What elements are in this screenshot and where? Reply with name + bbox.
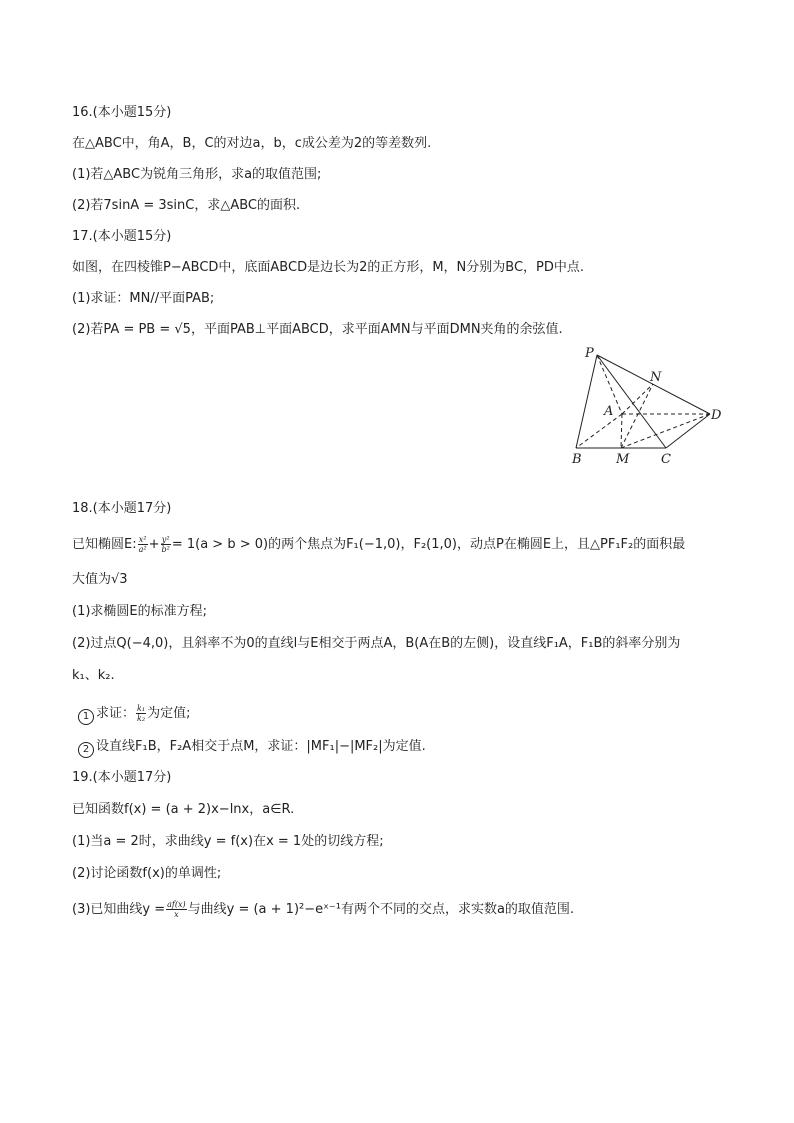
q19-stem: 已知函数f(x) = (a + 2)x−lnx，a∈R.	[72, 802, 295, 817]
q18-subpart1	[78, 704, 190, 725]
q18-subpart2	[78, 738, 426, 758]
circled-number-1: 1	[78, 709, 94, 725]
fraction-denominator: k₂	[137, 714, 146, 723]
q18-part2-continued: k₁、k₂.	[72, 668, 115, 683]
segment-AM	[621, 414, 622, 448]
q18-subpart1-rest: 为定值;	[147, 706, 191, 721]
fraction-numerator: x²	[138, 535, 147, 544]
q18-subpart2-text: 设直线F₁B，F₂A相交于点M，求证：|MF₁|−|MF₂|为定值.	[96, 739, 426, 754]
edge-CD	[666, 414, 710, 448]
q17-header: 17.(本小题15分)	[72, 229, 172, 244]
q18-stem-continued: 大值为√3	[72, 572, 128, 587]
q16-part2: (2)若7sinA = 3sinC，求△ABC的面积.	[72, 198, 301, 213]
q19-part3-lead: (3)已知曲线y =	[72, 902, 166, 917]
q17-part1: (1)求证：MN//平面PAB;	[72, 291, 215, 306]
label-P: P	[585, 346, 594, 361]
label-A: A	[604, 404, 614, 419]
q19-part3-rest: 与曲线y = (a + 1)²−eˣ⁻¹有两个不同的交点，求实数a的取值范围.	[187, 902, 575, 917]
circled-number-2: 2	[78, 742, 94, 758]
fraction-numerator: k₁	[137, 704, 146, 713]
q17-stem: 如图，在四棱锥P−ABCD中，底面ABCD是边长为2的正方形，M，N分别为BC，PD中点.	[72, 260, 585, 275]
fraction-numerator: y²	[161, 535, 170, 544]
fraction-denominator: b²	[161, 545, 170, 554]
fraction-af-x	[166, 900, 186, 919]
q18-stem-rest: = 1(a > b > 0)的两个焦点为F₁(−1,0)，F₂(1,0)，动点P在椭圆E上，且△PF₁F₂的面积最	[171, 537, 686, 552]
fraction-numerator: af(x)	[167, 900, 186, 909]
q19-part3	[72, 900, 574, 919]
q18-stem	[72, 535, 685, 554]
edge-PB	[576, 355, 597, 448]
edge-PC	[597, 355, 666, 448]
label-D: D	[711, 408, 722, 423]
label-B: B	[572, 452, 582, 467]
label-M: M	[616, 452, 630, 467]
q18-header: 18.(本小题17分)	[72, 501, 172, 516]
fraction-y2-b2	[161, 535, 171, 554]
q18-part1: (1)求椭圆E的标准方程;	[72, 604, 208, 619]
q16-part1: (1)若△ABC为锐角三角形，求a的取值范围;	[72, 167, 322, 182]
pyramid-figure	[560, 344, 730, 468]
q18-subpart1-lead: 求证：	[96, 706, 136, 721]
q18-stem-lead: 已知椭圆E:	[72, 537, 137, 552]
fraction-denominator: a²	[138, 545, 147, 554]
fraction-k1-k2	[136, 704, 146, 723]
q19-part1: (1)当a = 2时，求曲线y = f(x)在x = 1处的切线方程;	[72, 834, 384, 849]
q16-header: 16.(本小题15分)	[72, 105, 172, 120]
label-N: N	[650, 370, 662, 385]
plus-sign: +	[148, 537, 160, 552]
fraction-x2-a2	[138, 535, 148, 554]
label-C: C	[661, 452, 671, 467]
q17-part2: (2)若PA = PB = √5，平面PAB⊥平面ABCD，求平面AMN与平面DMN夹角的余弦值.	[72, 322, 563, 337]
q18-part2: (2)过点Q(−4,0)，且斜率不为0的直线l与E相交于两点A，B(A在B的左侧)，设直线F₁A，F₁B的斜率分别为	[72, 636, 681, 651]
segment-MD	[621, 414, 710, 448]
q16-stem: 在△ABC中，角A，B，C的对边a，b，c成公差为2的等差数列.	[72, 136, 432, 151]
fraction-denominator: x	[174, 910, 179, 919]
q19-part2: (2)讨论函数f(x)的单调性;	[72, 866, 222, 881]
q19-header: 19.(本小题17分)	[72, 770, 172, 785]
